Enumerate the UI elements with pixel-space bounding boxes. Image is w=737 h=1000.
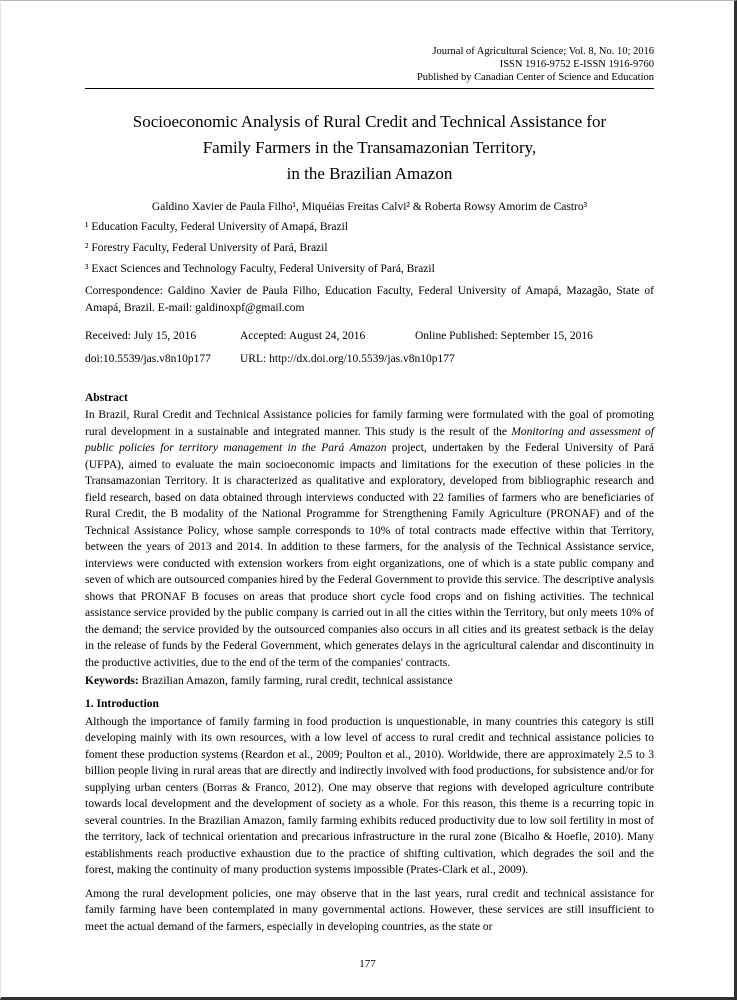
abstract-paragraph [85, 407, 654, 671]
accepted-date: Accepted: August 24, 2016 [240, 330, 366, 342]
doi-text: doi:10.5539/jas.v8n10p177 [85, 353, 211, 365]
publication-dates-row [85, 329, 654, 343]
authors-line: Galdino Xavier de Paula Filho¹, Miquéias Freitas Calvi² & Roberta Rowsy Amorim de Castro³ [151, 201, 588, 213]
keywords-label: Keywords: [85, 675, 139, 687]
affiliation-3: ³ Exact Sciences and Technology Faculty, Federal University of Pará, Brazil [85, 263, 435, 275]
abstract-heading: Abstract [85, 392, 128, 404]
journal-header [85, 45, 654, 84]
page-number: 177 [359, 958, 376, 970]
doi-url-row [85, 352, 654, 366]
online-published-date: Online Published: September 15, 2016 [415, 330, 593, 342]
page-content [85, 1, 654, 935]
correspondence-paragraph: Correspondence: Galdino Xavier de Paula Filho, Education Faculty, Federal University of Amapá, Mazagão, State of Amapá, Brazil. E-mail: galdinoxpf@gmail.com [85, 285, 654, 314]
introduction-paragraph-1: Although the importance of family farming in food production is unquestionable, in many countries this category is still developing mainly with its own resources, with a low level of access to rural credit and technical assistance policies to foment these production systems (Reardon et al., 2009; Poulton et al., 2010). Worldwide, there are approximately 2.5 to 3 billion people living in rural areas that are directly and indirectly involved with food productions, for subsistence and/or for supplying urban centers (Borras & Franco, 2012). One may observe that regions with developed agriculture contribute towards local development and the development of society as a whole. For this reason, this theme is a recurring topic in several countries. In the Brazilian Amazon, family farming exhibits reduced productivity due to low soil fertility in most of the territory, lack of technical orientation and precarious infrastructure in the rural zone (Bicalho & Hoefle, 2010). Many establishments reach productive exhaustion due to the practice of shifting cultivation, which degrades the soil and the forest, making the continuity of many production systems impossible (Prates-Clark et al., 2009). [85, 715, 654, 876]
article-title-line-1: Socioeconomic Analysis of Rural Credit and Technical Assistance for [132, 112, 607, 131]
article-title-line-2: Family Farmers in the Transamazonian Territory, [202, 138, 537, 157]
received-date: Received: July 15, 2016 [85, 330, 197, 342]
affiliation-2: ² Forestry Faculty, Federal University of Pará, Brazil [85, 242, 328, 254]
header-divider [85, 88, 654, 89]
keywords-text: Brazilian Amazon, family farming, rural credit, technical assistance [138, 675, 453, 687]
issn-line: ISSN 1916-9752 E-ISSN 1916-9760 [499, 59, 654, 70]
abstract-text-part-2: project, undertaken by the Federal University of Pará (UFPA), aimed to evaluate the main socioeconomic impacts and limitations for the execution of these policies in the Transamazonian Territory. It is characterized as qualitative and exploratory, developed from bibliographic research and field research, based on data obtained through interviews conducted with 22 families of farmers who are beneficiaries of Rural Credit, the B modality of the National Programme for Strengthening Family Agriculture (PRONAF) and of the Technical Assistance Policy, whose sample corresponds to 10% of total contracts made effective within that Territory, between the years of 2013 and 2014. In addition to these farmers, for the analysis of the Technical Assistance service, interviews were conducted with extension workers from eight organizations, one of which is a state public company and seven of which are outsourced companies hired by the Federal Government to provide this service. The descriptive analysis shows that PRONAF B focuses on areas that produce short cycle food crops and on fishing activities. The technical assistance service provided by the public company is carried out in all the cities within the Territory, but only meets 10% of the demand; the service provided by the outsourced companies also occurs in all cities and its greatest setback is the delay in the release of funds by the Federal Government, which generates delays in the agricultural calendar and discontinuity in the productive activities, due to the end of the term of the companies' contracts. [85, 442, 654, 669]
article-title-line-3: in the Brazilian Amazon [286, 164, 453, 183]
affiliation-1: ¹ Education Faculty, Federal University of Amapá, Brazil [85, 221, 348, 233]
keywords-line [85, 673, 654, 690]
abstract-text-part-1: In Brazil, Rural Credit and Technical Assistance policies for family farming were formulated with the goal of promoting rural development in a sustainable and integrated manner. This study is the result of the [85, 409, 654, 438]
introduction-heading: 1. Introduction [85, 697, 159, 710]
publisher-line: Published by Canadian Center of Science and Education [416, 72, 654, 83]
project-name-italic: Monitoring and assessment of public policies for territory management in the Pará Amazon [85, 425, 654, 454]
introduction-paragraph-2: Among the rural development policies, one may observe that in the last years, rural credit and technical assistance for family farming have been contemplated in many governmental actions. However, these services are still insufficient to meet the actual demand of the farmers, especially in developing countries, as the state or [85, 887, 654, 933]
article-title [85, 109, 654, 187]
affiliations-list [85, 220, 654, 276]
journal-title-line: Journal of Agricultural Science; Vol. 8, No. 10; 2016 [432, 46, 654, 57]
url-text: URL: http://dx.doi.org/10.5539/jas.v8n10p177 [240, 353, 455, 365]
